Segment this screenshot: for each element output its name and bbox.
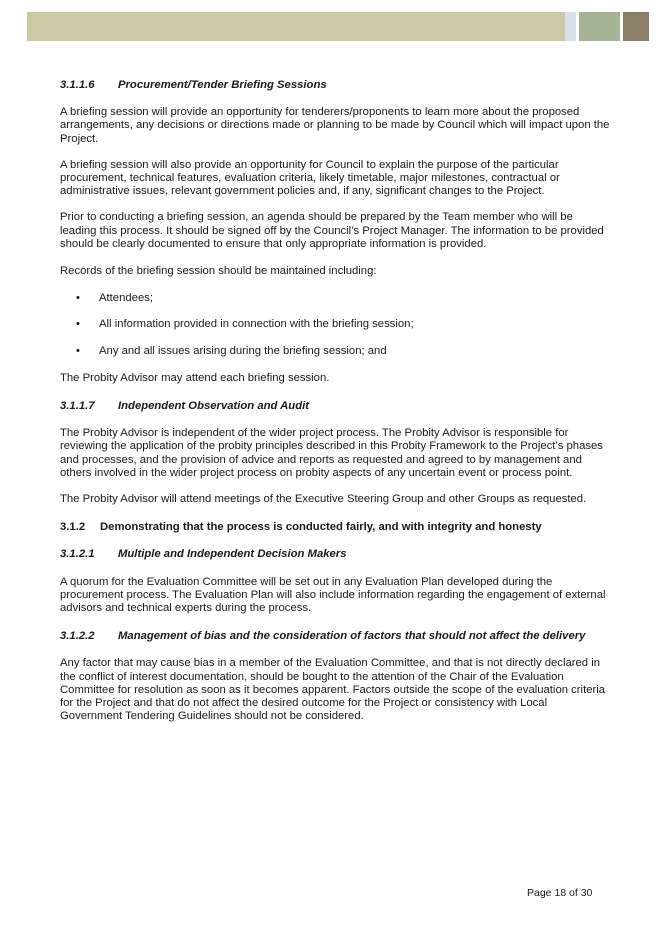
- heading-number: 3.1.2.1: [60, 548, 95, 561]
- heading-3122: [60, 630, 610, 643]
- heading-title: Multiple and Independent Decision Makers: [118, 548, 347, 561]
- heading-title: Management of bias and the consideration of factors that should not affect the delivery: [118, 630, 586, 643]
- page-number: Page 18 of 30: [527, 887, 593, 899]
- paragraph: The Probity Advisor will attend meetings of the Executive Steering Group and other Groups as requested.: [60, 493, 587, 506]
- paragraph: Prior to conducting a briefing session, an agenda should be prepared by the Team member who will be leading this process. It should be signed off by the Council’s Project Manager. The information to be provided should be clearly documented to ensure that only appropriate information is provided.: [60, 211, 604, 250]
- list-item: [60, 345, 610, 358]
- paragraph: A briefing session will provide an opportunity for tenderers/proponents to learn more about the proposed arrangements, any decisions or directions made or planning to be made by Council which will impact upon the Project.: [60, 106, 610, 145]
- heading-3117: [60, 400, 610, 413]
- list-item: [60, 292, 610, 305]
- bullet-icon: •: [76, 292, 80, 305]
- list-item-text: Any and all issues arising during the briefing session; and: [99, 344, 387, 357]
- bullet-icon: •: [76, 344, 80, 357]
- heading-title: Procurement/Tender Briefing Sessions: [118, 79, 327, 91]
- header-band: [27, 12, 649, 41]
- heading-number: 3.1.1.7: [60, 400, 95, 413]
- paragraph: A quorum for the Evaluation Committee will be set out in any Evaluation Plan developed during the procurement process. The Evaluation Plan will also include information regarding the engagement of external advisors and technical experts during the process.: [60, 575, 606, 615]
- paragraph: The Probity Advisor is independent of the wider project process. The Probity Advisor is responsible for reviewing the application of the probity principles described in this Probity Framework to the Project’s phases and processes, and the provision of advice and reports as requested and agreed to by management and others involved in the wider project process on probity aspects of any uncertain event or process point.: [60, 427, 603, 479]
- heading-number: 3.1.2: [60, 521, 86, 534]
- paragraph: The Probity Advisor may attend each briefing session.: [60, 371, 330, 384]
- header-band-blue-block: [565, 12, 576, 41]
- document-body: [60, 79, 610, 724]
- paragraph: A briefing session will also provide an opportunity for Council to explain the purpose of the particular procurement, technical features, evaluation criteria, likely timetable, major milestones, contractual or administrative issues, relevant government policies and, if any, significant changes to the Project.: [60, 158, 560, 198]
- paragraph: Any factor that may cause bias in a member of the Evaluation Committee, and that is not directly declared in the conflict of interest documentation, should be bought to the attention of the Chair of the Evaluation Committee for resolution as soon as it becomes apparent. Factors outside the scope of the evaluation criteria for the Project and that do not affect the desired outcome for the Project or consistency with Local Government Tendering Guidelines should not be considered.: [60, 657, 606, 723]
- heading-3116: [60, 79, 610, 92]
- header-band-main: [27, 12, 565, 41]
- list-item: [60, 318, 610, 331]
- bullet-icon: •: [76, 318, 80, 331]
- list-item-text: Attendees;: [99, 292, 154, 305]
- heading-number: 3.1.1.6: [60, 79, 95, 91]
- heading-312: [60, 521, 610, 534]
- list-item-text: All information provided in connection with the briefing session;: [99, 318, 414, 331]
- paragraph: Records of the briefing session should be maintained including:: [60, 265, 377, 278]
- heading-3121: [60, 548, 610, 561]
- bullet-list: [60, 292, 610, 358]
- heading-title: Demonstrating that the process is conducted fairly, and with integrity and honesty: [100, 521, 542, 534]
- header-band-green-block: [579, 12, 620, 41]
- heading-title: Independent Observation and Audit: [118, 400, 310, 413]
- header-band-brown-block: [623, 12, 649, 41]
- heading-number: 3.1.2.2: [60, 630, 95, 643]
